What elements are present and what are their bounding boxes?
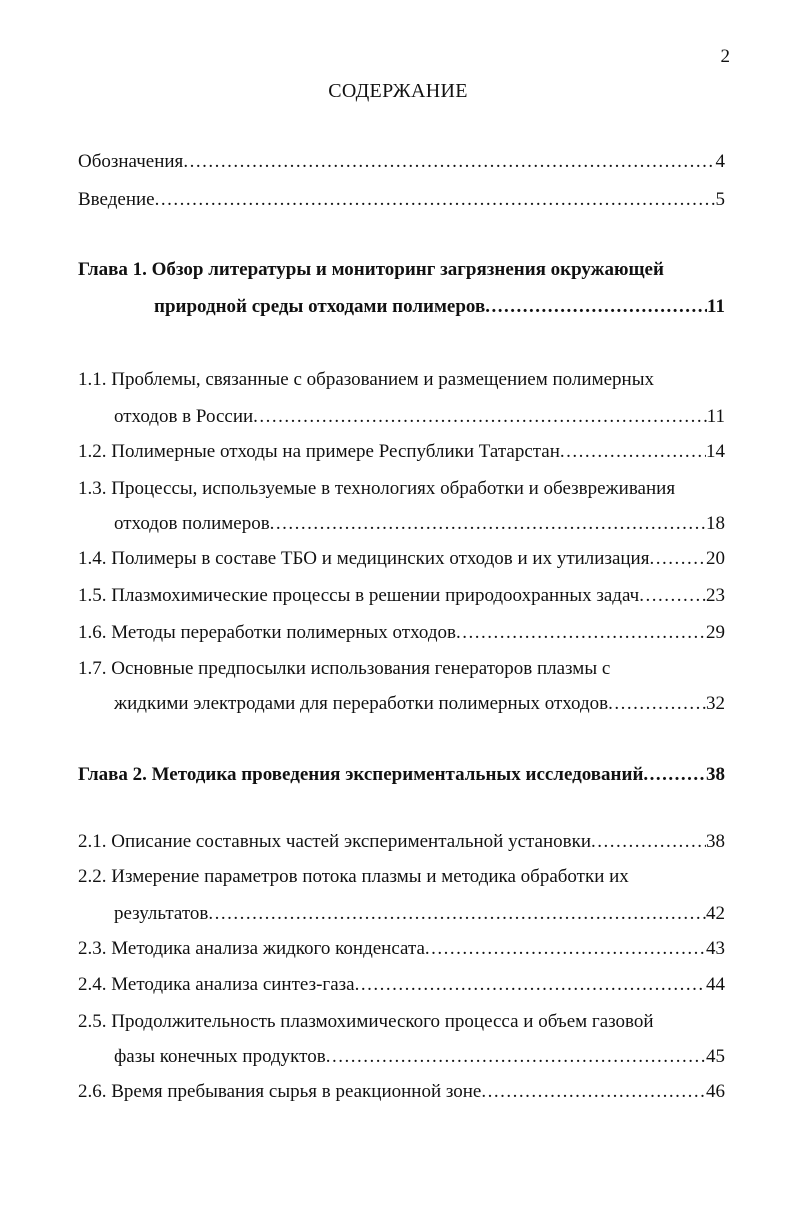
chapter-1-title: Глава 1. Обзор литературы и мониторинг загрязнения окружающей — [78, 259, 664, 280]
toc-entry: жидкими электродами для переработки полимерных отходов ..... 32 — [114, 691, 725, 717]
toc-entry: результатов ..... 42 — [114, 901, 725, 927]
toc-entry: 1.1. Проблемы, связанные с образованием и размещением полимерных — [78, 369, 654, 390]
toc-entry: 2.2. Измерение параметров потока плазмы и методика обработки их — [78, 866, 629, 887]
toc-entry: Введение ..... 5 — [78, 187, 725, 213]
toc-entry: 1.7. Основные предпосылки использования генераторов плазмы с — [78, 658, 611, 679]
toc-entry: 1.2. Полимерные отходы на примере Республики Татарстан ..... 14 — [78, 439, 725, 465]
toc-entry: отходов в России ..... 11 — [114, 404, 725, 430]
toc-entry: фазы конечных продуктов ..... 45 — [114, 1044, 725, 1070]
toc-entry: 2.4. Методика анализа синтез-газа ..... 44 — [78, 972, 725, 998]
toc-entry: 1.3. Процессы, используемые в технологиях обработки и обезвреживания — [78, 478, 676, 499]
page-title: СОДЕРЖАНИЕ — [328, 80, 468, 102]
chapter-2-entry: Глава 2. Методика проведения экспериментальных исследований ..... 38 — [78, 762, 725, 788]
toc-entry: 2.6. Время пребывания сырья в реакционной зоне ..... 46 — [78, 1079, 725, 1105]
toc-entry: отходов полимеров ..... 18 — [114, 511, 725, 537]
toc-entry: 1.6. Методы переработки полимерных отходов ..... 29 — [78, 620, 725, 646]
page-number: 2 — [720, 46, 730, 67]
toc-entry: 1.4. Полимеры в составе ТБО и медицинских отходов и их утилизация ..... 20 — [78, 546, 725, 572]
toc-entry: 1.5. Плазмохимические процессы в решении природоохранных задач ..... 23 — [78, 583, 725, 609]
toc-entry: 2.5. Продолжительность плазмохимического процесса и объем газовой — [78, 1011, 654, 1032]
toc-entry: Обозначения ..... 4 — [78, 149, 725, 175]
toc-entry: 2.3. Методика анализа жидкого конденсата ..... 43 — [78, 936, 725, 962]
chapter-1-entry: природной среды отходами полимеров ..... 11 — [154, 294, 725, 320]
toc-entry: 2.1. Описание составных частей экспериментальной установки ..... 38 — [78, 829, 725, 855]
